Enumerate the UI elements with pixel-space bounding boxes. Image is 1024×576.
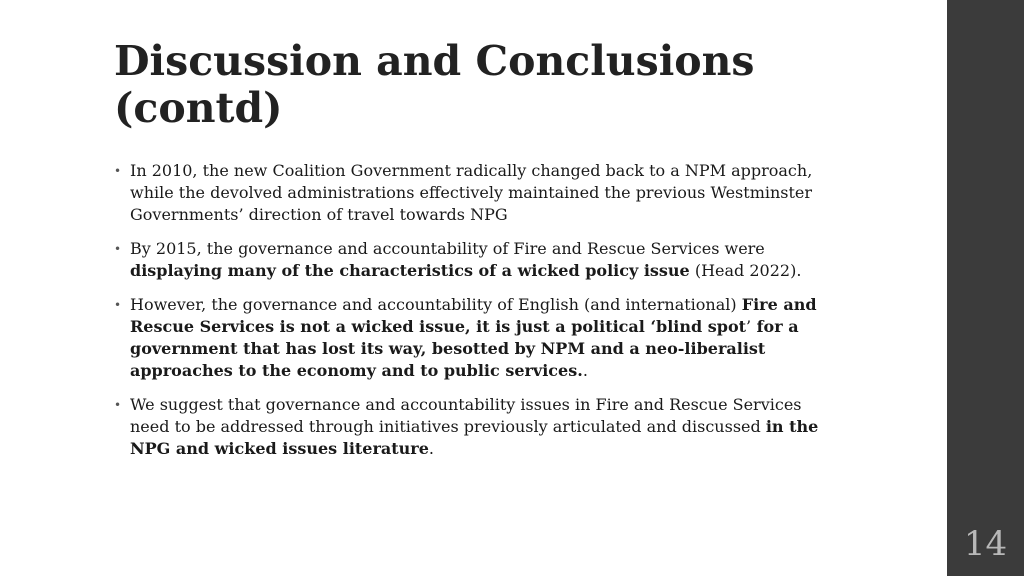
bullet-item-3 bbox=[114, 294, 826, 382]
bullet-dot-icon: • bbox=[114, 242, 122, 256]
bullet-3-emphasis-2: for a government that has lost its way, besotted by NPM and a neo-liberalist approaches to the economy and to public services. bbox=[130, 317, 799, 380]
bullet-3-emphasis-1: Fire and Rescue Services is not a wicked issue, it is just a political ‘blind spot bbox=[130, 295, 817, 336]
bullet-4-text: We suggest that governance and accountability issues in Fire and Rescue Services need to be addressed through initiatives previously articulated and discussed bbox=[130, 395, 802, 436]
bullet-3-quote: ’ bbox=[746, 317, 752, 336]
bullet-4-text-end: . bbox=[428, 439, 434, 458]
bullet-dot-icon: • bbox=[114, 164, 122, 178]
slide-title-line-2: (contd) bbox=[114, 84, 283, 132]
bullet-item-1 bbox=[114, 160, 826, 226]
bullet-2-text-end: (Head 2022). bbox=[689, 261, 802, 280]
bullet-dot-icon: • bbox=[114, 298, 122, 312]
bullet-3-text: However, the governance and accountability of English (and international) bbox=[130, 295, 742, 314]
bullet-4-emphasis: in the NPG and wicked issues literature bbox=[130, 417, 819, 458]
bullet-3-text-end: . bbox=[582, 361, 588, 380]
bullet-item-2 bbox=[114, 238, 826, 282]
bullet-dot-icon: • bbox=[114, 398, 122, 412]
slide-title bbox=[114, 38, 914, 132]
bullet-2-text: By 2015, the governance and accountability of Fire and Rescue Services were bbox=[130, 239, 765, 258]
slide-number: 14 bbox=[963, 524, 1008, 564]
bullet-list bbox=[114, 160, 826, 472]
bullet-2-emphasis: displaying many of the characteristics of a wicked policy issue bbox=[130, 261, 690, 280]
bullet-1-text: In 2010, the new Coalition Government radically changed back to a NPM approach, while the devolved administrations effectively maintained the previous Westminster Governments’ direction of travel towards NPG bbox=[130, 161, 813, 224]
bullet-item-4 bbox=[114, 394, 826, 460]
right-sidebar bbox=[947, 0, 1024, 576]
slide-title-line-1: Discussion and Conclusions bbox=[114, 37, 755, 85]
